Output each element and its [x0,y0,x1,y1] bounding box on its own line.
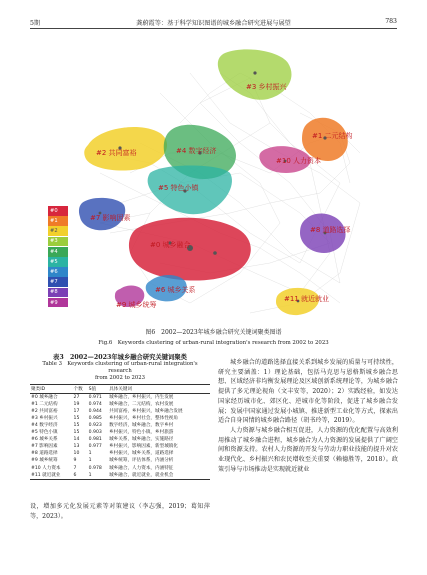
figure-caption-en: Fig.6 Keywords clustering of urban-rural integration's research from 2002 to 2023 [98,340,329,346]
table-header-row [30,385,210,394]
table-caption-en-1: Table 3 Keywords clustering of urban-rural integration's research [42,361,198,374]
legend-item-8: #8 [48,288,68,298]
cluster-label-4: #4 数字经济 [176,147,217,155]
table-cell: 14 [73,437,80,443]
table-cell: #8 道路选择 [31,451,58,457]
table-cell: #3 乡村振兴 [31,415,58,421]
cluster-label-10: #10 人力资本 [276,157,321,165]
cluster-label-9: #9 城乡统筹 [116,301,157,309]
table-cell: #10 人力资本 [31,465,61,471]
header-rule [30,28,397,29]
table-cell: 15 [73,430,80,436]
cluster-legend [48,206,68,308]
table-cell: 9 [73,458,77,464]
table-cell: #5 特色小镇 [31,430,58,436]
table-row [30,465,210,472]
table-row [30,451,210,458]
table-block [30,352,210,522]
table-cell: #9 城乡统筹 [31,458,58,464]
table-cell: 0.977 [88,444,102,450]
left-body-text [30,502,210,521]
table-cell: #4 数字经济 [31,422,58,428]
journal-issue: 5期 [30,20,41,27]
legend-item-2: #2 [48,226,68,236]
table-row [30,437,210,444]
table-cell: 乡村振兴，城乡关系，道路选择 [109,451,174,457]
table-cell: 19 [73,401,80,407]
keyword-cluster-figure [40,33,395,323]
table-caption-cn: 表3 2002—2023年城乡融合研究关键词聚类 [53,354,187,361]
table-cell: 15 [73,415,80,421]
table-cell: 27 [73,394,80,400]
cluster-label-7: #7 影响因素 [90,214,131,222]
table-row [30,401,210,408]
table-cell: #11 就近就业 [30,472,73,480]
legend-item-3: #3 [48,237,68,247]
table-cell: 乡村振兴，特色小镇，乡村旅游 [109,430,174,436]
table-cell: #7 影响因素 [31,444,58,450]
table-row [30,444,210,451]
table-row [30,422,210,429]
right-body-text [218,358,398,474]
left-paragraph: 设，增加多元化发展元素等对策建议（李志强，2019；葛知萍等，2023）。 [30,503,210,520]
table-cell: 0.981 [88,437,102,443]
page-number: 783 [385,18,397,25]
legend-item-0: #0 [48,206,68,216]
table-cell: 0.944 [88,408,102,414]
body-paragraph-2: 人力资源与城乡融合相互促进，人力资源的优化配置与高效利用推动了城乡融合进程，城乡融合为人力资源的发展提供了广阔空间和资源支持。农村人力资源的开发与劳动力职业技能的提升对农业现代化、乡村振兴和农民增收至关重要（赖德胜等，2018）。政策引导与市场推动是实现就近就业 [218,426,398,473]
cluster-label-8: #8 道路选择 [310,226,351,234]
table-cell: 共同富裕，乡村振兴，城乡融合发展 [109,408,183,414]
table-row [30,408,210,415]
table-cell: 10 [73,451,80,457]
keyword-cluster-table [30,384,210,480]
legend-item-7: #7 [48,277,68,287]
table-cell: 乡村振兴，乡村社会，整体性视角 [109,415,178,421]
table-cell: 0.971 [88,394,102,400]
table-cell: 城乡融合，乡村振兴，内生发展 [109,394,174,400]
cluster-label-6: #6 城乡关系 [155,286,196,294]
figure-caption-cn: 图6 2002—2023年城乡融合研究关键词聚类图谱 [145,329,282,336]
table-cell: #0 城乡融合 [31,394,58,400]
cluster-label-2: #2 共同富裕 [96,149,137,157]
table-caption-en-2: from 2002 to 2023 [94,375,146,381]
table-cell: 城乡融合，二元结构，农村发展 [109,401,174,407]
network-links [100,73,360,313]
legend-item-1: #1 [48,216,68,226]
table-cell: 乡村振兴，影响因素，新型城镇化 [109,444,178,450]
table-cell: 0.923 [88,422,102,428]
table-cell: 7 [73,465,77,471]
table-cell: 0.985 [88,415,102,421]
cluster-3-region [218,49,292,99]
body-paragraph-1: 城乡融合的道路选择直接关系到城乡发展的质量与可持续性，研究主要涵盖：1）理论基础，包括马克思与恩格斯城乡融合思想、区域经济非均衡发展理论及区域创新系统理论等，为城乡融合提供了多元理论视角（文丰安等，2020）；2）实践经验，如发达国家经历城市化、郊区化、逆城市化等阶段，促进了城乡融合发展；发展中国家通过发展小城镇、推进新型工业化等方式，探索出适合自身国情的城乡融合路径（胡书玲等，2019）。 [218,359,398,425]
table-cell: 6 [73,472,88,480]
cluster-label-1: #1 二元结构 [312,132,353,140]
table-cell: 数字经济，城乡融合，数字乡村 [109,422,174,428]
table-row [30,415,210,422]
table-cell: 13 [73,444,80,450]
table-row [30,472,210,480]
table-cell: #6 城乡关系 [31,437,58,443]
table-cell: #1 二元结构 [31,401,58,407]
cluster-label-0: #0 城乡融合 [150,241,191,249]
legend-item-4: #4 [48,247,68,257]
table-row [30,394,210,402]
table-cell: 城乡融合，人力资本，内涵特征 [109,465,174,471]
table-row [30,458,210,465]
table-header-cell: 个数 [73,385,88,394]
table-cell: 城乡统筹，评估体系，内涵分析 [109,458,174,464]
table-cell: 0.974 [88,401,102,407]
table-header-cell: S值 [88,385,108,394]
table-cell: 1 [88,451,92,457]
table-cell: 17 [73,408,80,414]
table-row [30,429,210,436]
table-cell: #2 共同富裕 [31,408,58,414]
legend-item-6: #6 [48,267,68,277]
cluster-label-5: #5 特色小镇 [158,184,199,192]
legend-item-9: #9 [48,298,68,308]
cluster-label-11: #11 就近就业 [284,295,329,303]
table-cell: 城乡关系，城乡融合，实施路径 [109,437,174,443]
table-cell: 城乡融合，就近就业，就业机会 [108,472,210,480]
table-header-cell: 具体关键词 [108,385,210,394]
table-cell: 1 [88,472,108,480]
table-cell: 1 [88,458,92,464]
running-title: 龚蔚霞等：基于科学知识图谱的城乡融合研究进展与展望 [136,20,291,27]
table-cell: 15 [73,422,80,428]
table-header-cell: 聚类ID [30,385,73,394]
table-cell: 0.903 [88,430,102,436]
table-cell: 0.978 [88,465,102,471]
legend-item-5: #5 [48,257,68,267]
cluster-label-3: #3 乡村振兴 [246,83,287,91]
